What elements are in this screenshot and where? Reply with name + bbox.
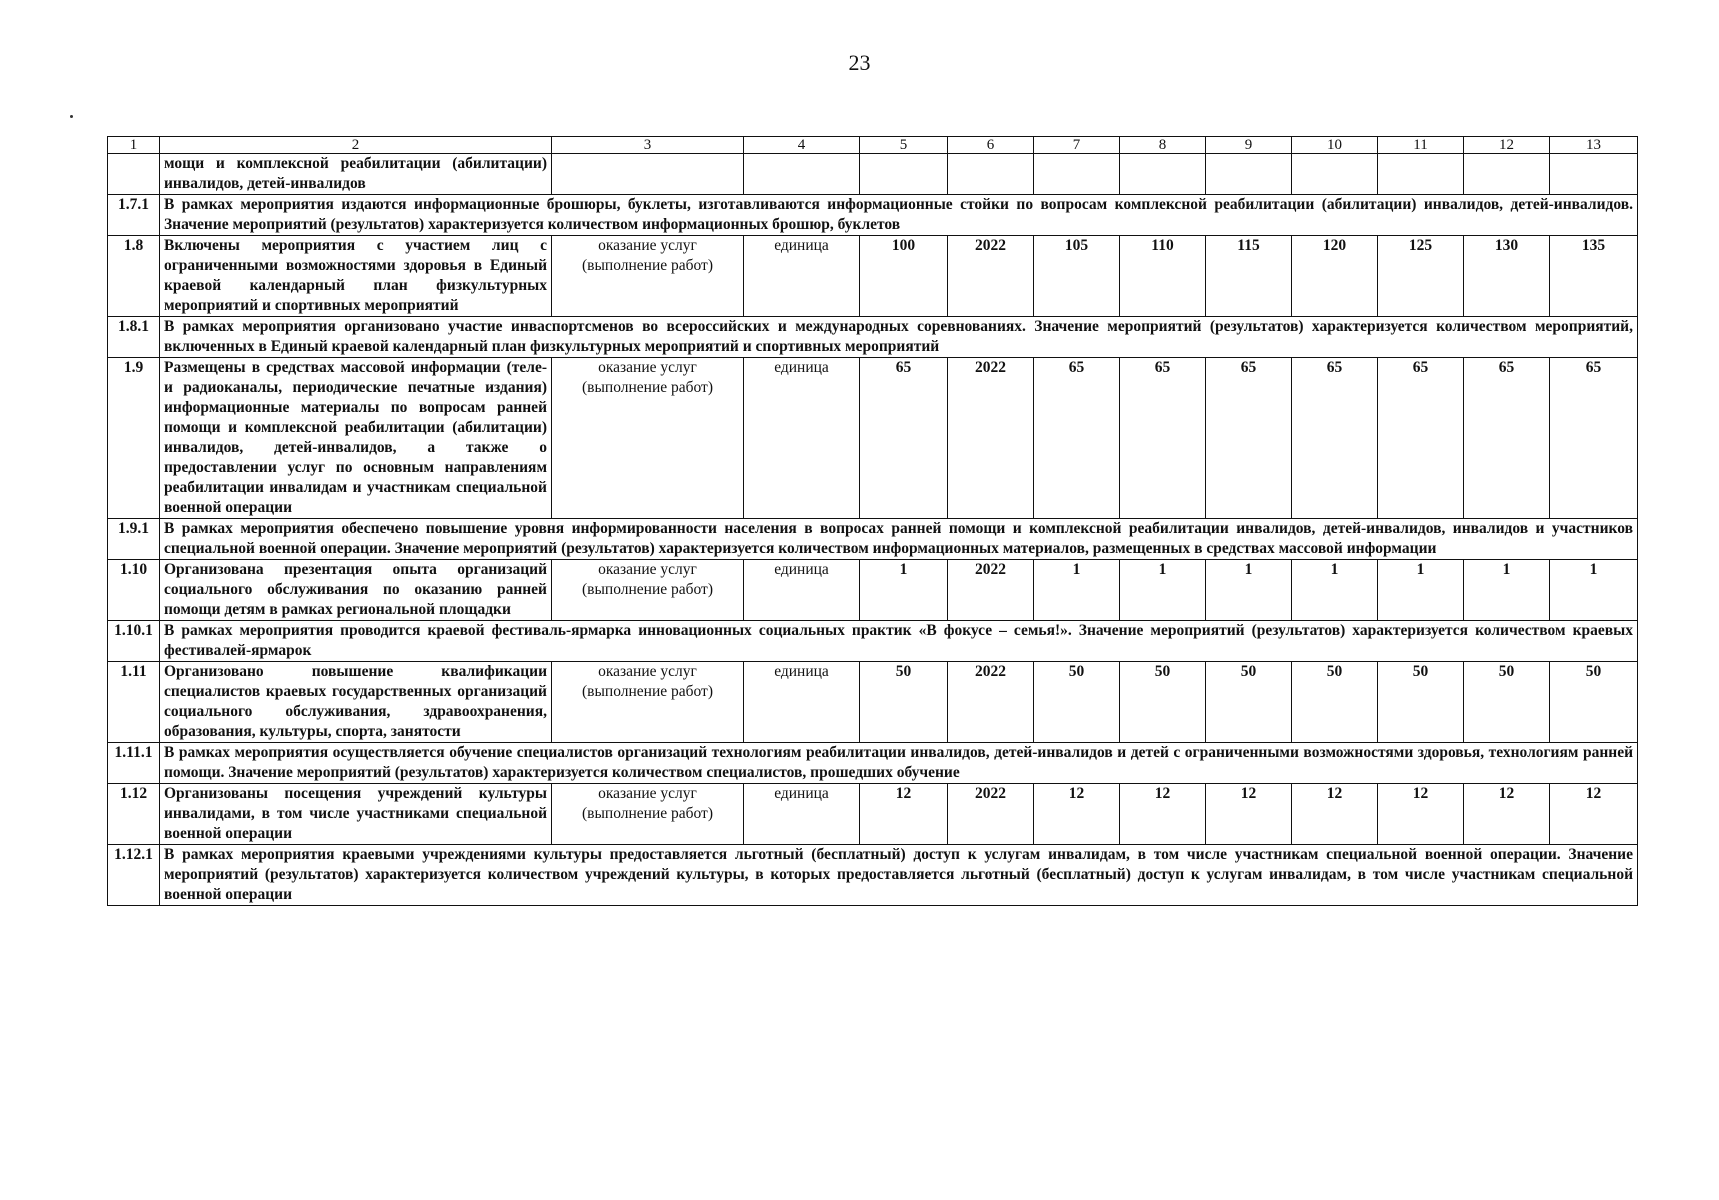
target-value: 50 (1550, 662, 1638, 743)
target-value: 50 (1292, 662, 1378, 743)
base-value: 100 (860, 236, 948, 317)
empty-cell (1378, 154, 1464, 195)
activity-row (108, 236, 1638, 317)
target-value: 105 (1034, 236, 1120, 317)
column-number: 4 (744, 137, 860, 154)
activity-type: оказание услуг (выполнение работ) (552, 560, 744, 621)
target-value: 110 (1120, 236, 1206, 317)
base-value: 50 (860, 662, 948, 743)
target-value: 115 (1206, 236, 1292, 317)
activity-row (108, 784, 1638, 845)
activity-type: оказание услуг (выполнение работ) (552, 236, 744, 317)
row-number: 1.12 (108, 784, 160, 845)
activity-name: Организовано повышение квалификации специалистов краевых государственных организаций социального обслуживания, здравоохранения, образования, культуры, спорта, занятости (160, 662, 552, 743)
target-value: 65 (1120, 358, 1206, 519)
activity-type: оказание услуг (выполнение работ) (552, 358, 744, 519)
result-description: В рамках мероприятия проводится краевой фестиваль-ярмарка инновационных социальных практик «В фокусе – семья!». Значение мероприятий (результатов) характеризуется количеством краевых фестивалей-ярмарок (160, 621, 1638, 662)
target-value: 12 (1034, 784, 1120, 845)
target-value: 12 (1464, 784, 1550, 845)
result-description: В рамках мероприятия обеспечено повышение уровня информированности населения в вопросах ранней помощи и комплексной реабилитации инвалидов, детей-инвалидов, инвалидов и участников специальной военной операции. Значение мероприятий (результатов) характеризуется количеством информационных материалов, размещенных в средствах массовой информации (160, 519, 1638, 560)
indicators-table (107, 136, 1638, 906)
empty-cell (1550, 154, 1638, 195)
column-number: 11 (1378, 137, 1464, 154)
empty-cell (860, 154, 948, 195)
target-value: 50 (1464, 662, 1550, 743)
empty-cell (552, 154, 744, 195)
target-value: 1 (1206, 560, 1292, 621)
column-number: 1 (108, 137, 160, 154)
column-number: 6 (948, 137, 1034, 154)
row-number: 1.8 (108, 236, 160, 317)
unit-of-measure: единица (744, 662, 860, 743)
target-value: 65 (1034, 358, 1120, 519)
activity-row (108, 560, 1638, 621)
target-value: 135 (1550, 236, 1638, 317)
target-value: 130 (1464, 236, 1550, 317)
target-value: 1 (1464, 560, 1550, 621)
result-description: В рамках мероприятия краевыми учреждениями культуры предоставляется льготный (бесплатный) доступ к услугам инвалидам, в том числе участникам специальной военной операции. Значение мероприятий (результатов) характеризуется количеством учреждений культуры, в которых предоставляется льготный (бесплатный) доступ к услугам инвалидам, в том числе участникам специальной военной операции (160, 845, 1638, 906)
base-value: 1 (860, 560, 948, 621)
activity-type: оказание услуг (выполнение работ) (552, 662, 744, 743)
target-value: 1 (1550, 560, 1638, 621)
column-number: 3 (552, 137, 744, 154)
result-description-row (108, 519, 1638, 560)
row-number: 1.12.1 (108, 845, 160, 906)
unit-of-measure: единица (744, 236, 860, 317)
unit-of-measure: единица (744, 358, 860, 519)
result-description-row (108, 845, 1638, 906)
empty-cell (1034, 154, 1120, 195)
row-number (108, 154, 160, 195)
target-value: 1 (1120, 560, 1206, 621)
empty-cell (744, 154, 860, 195)
activity-name: Организована презентация опыта организаций социального обслуживания по оказанию ранней помощи детям в рамках региональной площадки (160, 560, 552, 621)
target-value: 50 (1120, 662, 1206, 743)
activity-name: Организованы посещения учреждений культуры инвалидами, в том числе участниками специальной военной операции (160, 784, 552, 845)
activity-name: мощи и комплексной реабилитации (абилитации) инвалидов, детей-инвалидов (160, 154, 552, 195)
result-description: В рамках мероприятия осуществляется обучение специалистов организаций технологиям реабилитации инвалидов, детей-инвалидов и детей с ограниченными возможностями здоровья, технологиям ранней помощи. Значение мероприятий (результатов) характеризуется количеством специалистов, прошедших обучение (160, 743, 1638, 784)
column-number: 13 (1550, 137, 1638, 154)
target-value: 65 (1292, 358, 1378, 519)
target-value: 12 (1378, 784, 1464, 845)
result-description-row (108, 195, 1638, 236)
activity-row (108, 358, 1638, 519)
target-value: 65 (1550, 358, 1638, 519)
row-number: 1.9.1 (108, 519, 160, 560)
target-value: 1 (1034, 560, 1120, 621)
target-value: 50 (1378, 662, 1464, 743)
result-description-row (108, 621, 1638, 662)
row-number: 1.9 (108, 358, 160, 519)
target-value: 12 (1292, 784, 1378, 845)
base-year: 2022 (948, 236, 1034, 317)
target-value: 12 (1550, 784, 1638, 845)
empty-cell (1292, 154, 1378, 195)
empty-cell (1120, 154, 1206, 195)
page-number: 23 (848, 50, 871, 75)
result-description-row (108, 317, 1638, 358)
base-value: 12 (860, 784, 948, 845)
target-value: 50 (1034, 662, 1120, 743)
target-value: 50 (1206, 662, 1292, 743)
target-value: 65 (1464, 358, 1550, 519)
target-value: 1 (1292, 560, 1378, 621)
base-year: 2022 (948, 358, 1034, 519)
result-description-row (108, 743, 1638, 784)
continuation-row (108, 154, 1638, 195)
column-number: 5 (860, 137, 948, 154)
empty-cell (1206, 154, 1292, 195)
activity-name: Размещены в средствах массовой информации (теле- и радиоканалы, периодические печатные издания) информационные материалы по вопросам ранней помощи и комплексной реабилитации (абилитации) инвалидов, детей-инвалидов, а также о предоставлении услуг по основным направлениям реабилитации инвалидам и участникам специальной военной операции (160, 358, 552, 519)
column-number: 12 (1464, 137, 1550, 154)
unit-of-measure: единица (744, 784, 860, 845)
row-number: 1.10.1 (108, 621, 160, 662)
result-description: В рамках мероприятия издаются информационные брошюры, буклеты, изготавливаются информационные стойки по вопросам комплексной реабилитации (абилитации) инвалидов, детей-инвалидов. Значение мероприятий (результатов) характеризуется количеством информационных брошюр, буклетов (160, 195, 1638, 236)
target-value: 12 (1120, 784, 1206, 845)
empty-cell (1464, 154, 1550, 195)
row-number: 1.11.1 (108, 743, 160, 784)
target-value: 65 (1206, 358, 1292, 519)
column-number-row (108, 137, 1638, 154)
target-value: 65 (1378, 358, 1464, 519)
base-year: 2022 (948, 560, 1034, 621)
scan-speck (70, 115, 73, 118)
column-number: 7 (1034, 137, 1120, 154)
row-number: 1.10 (108, 560, 160, 621)
column-number: 10 (1292, 137, 1378, 154)
base-year: 2022 (948, 662, 1034, 743)
empty-cell (948, 154, 1034, 195)
target-value: 125 (1378, 236, 1464, 317)
row-number: 1.8.1 (108, 317, 160, 358)
row-number: 1.7.1 (108, 195, 160, 236)
column-number: 8 (1120, 137, 1206, 154)
target-value: 120 (1292, 236, 1378, 317)
activity-name: Включены мероприятия с участием лиц с ограниченными возможностями здоровья в Единый краевой календарный план физкультурных мероприятий и спортивных мероприятий (160, 236, 552, 317)
target-value: 1 (1378, 560, 1464, 621)
base-value: 65 (860, 358, 948, 519)
activity-row (108, 662, 1638, 743)
unit-of-measure: единица (744, 560, 860, 621)
target-value: 12 (1206, 784, 1292, 845)
result-description: В рамках мероприятия организовано участие инваспортсменов во всероссийских и международных соревнованиях. Значение мероприятий (результатов) характеризуется количеством мероприятий, включенных в Единый краевой календарный план физкультурных мероприятий и спортивных мероприятий (160, 317, 1638, 358)
base-year: 2022 (948, 784, 1034, 845)
row-number: 1.11 (108, 662, 160, 743)
column-number: 2 (160, 137, 552, 154)
activity-type: оказание услуг (выполнение работ) (552, 784, 744, 845)
column-number: 9 (1206, 137, 1292, 154)
